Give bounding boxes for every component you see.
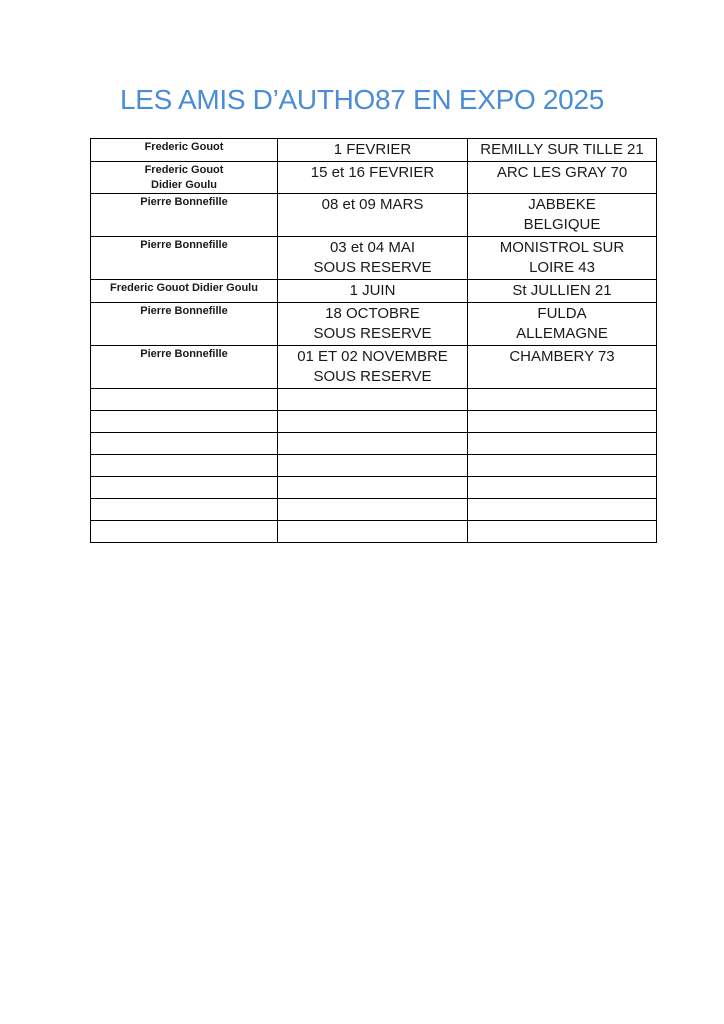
empty-table-row [91,477,657,499]
empty-table-row [91,411,657,433]
table-row [91,162,657,194]
date-line: 15 et 16 FEVRIER [310,164,435,181]
location-cell [468,194,657,237]
date-line: 03 et 04 MAI [329,239,416,256]
date-cell [278,237,468,280]
location-cell [468,139,657,162]
date-cell [278,346,468,389]
table-row [91,303,657,346]
empty-location-cell [468,389,657,411]
empty-table-row [91,389,657,411]
empty-location-cell [468,411,657,433]
date-line: SOUS RESERVE [313,368,432,385]
date-cell [278,162,468,194]
location-line: MONISTROL SUR [499,239,625,256]
empty-who-cell [91,411,278,433]
location-cell [468,237,657,280]
empty-table-row [91,521,657,543]
table-row [91,139,657,162]
who-cell [91,194,278,237]
who-line: Pierre Bonnefille [140,196,228,208]
empty-date-cell [278,499,468,521]
date-line: 18 OCTOBRE [325,305,420,322]
date-line: SOUS RESERVE [313,259,432,276]
location-line: BELGIQUE [523,216,601,233]
date-line: 01 ET 02 NOVEMBRE [297,348,448,365]
empty-date-cell [278,455,468,477]
who-cell [91,237,278,280]
who-line: Frederic Gouot [144,164,224,176]
empty-who-cell [91,455,278,477]
date-line: 1 JUIN [349,282,396,299]
expo-schedule-table [90,138,657,543]
who-cell [91,162,278,194]
date-cell [278,194,468,237]
table-row [91,237,657,280]
location-line: JABBEKE [528,196,596,213]
table-row [91,280,657,303]
date-line: SOUS RESERVE [313,325,432,342]
empty-table-row [91,455,657,477]
who-line: Frederic Gouot [144,141,224,153]
empty-date-cell [278,389,468,411]
location-cell [468,162,657,194]
location-line: ARC LES GRAY 70 [496,164,628,181]
date-cell [278,280,468,303]
location-cell [468,346,657,389]
empty-who-cell [91,499,278,521]
empty-location-cell [468,499,657,521]
date-cell [278,139,468,162]
date-cell [278,303,468,346]
empty-who-cell [91,433,278,455]
who-cell [91,303,278,346]
empty-date-cell [278,433,468,455]
date-line: 1 FEVRIER [333,141,412,158]
who-line: Frederic Gouot Didier Goulu [110,282,258,294]
empty-location-cell [468,433,657,455]
table-row [91,346,657,389]
location-line: LOIRE 43 [529,259,595,276]
empty-location-cell [468,521,657,543]
empty-table-row [91,499,657,521]
empty-who-cell [91,521,278,543]
location-line: REMILLY SUR TILLE 21 [480,141,644,158]
location-line: CHAMBERY 73 [509,348,615,365]
expo-table-body [91,139,657,543]
location-cell [468,280,657,303]
page-title: LES AMIS D’AUTHO87 EN EXPO 2025 [119,84,604,115]
who-cell [91,139,278,162]
empty-date-cell [278,477,468,499]
who-cell [91,280,278,303]
who-cell [91,346,278,389]
who-line: Pierre Bonnefille [140,348,228,360]
location-line: ALLEMAGNE [516,325,608,342]
empty-who-cell [91,477,278,499]
empty-table-row [91,433,657,455]
location-line: St JULLIEN 21 [512,282,612,299]
who-line: Pierre Bonnefille [140,305,228,317]
table-row [91,194,657,237]
date-line: 08 et 09 MARS [321,196,424,213]
location-line: FULDA [537,305,587,322]
who-line: Pierre Bonnefille [140,239,228,251]
empty-location-cell [468,455,657,477]
empty-date-cell [278,521,468,543]
location-cell [468,303,657,346]
empty-date-cell [278,411,468,433]
empty-location-cell [468,477,657,499]
who-line: Didier Goulu [151,178,217,191]
empty-who-cell [91,389,278,411]
